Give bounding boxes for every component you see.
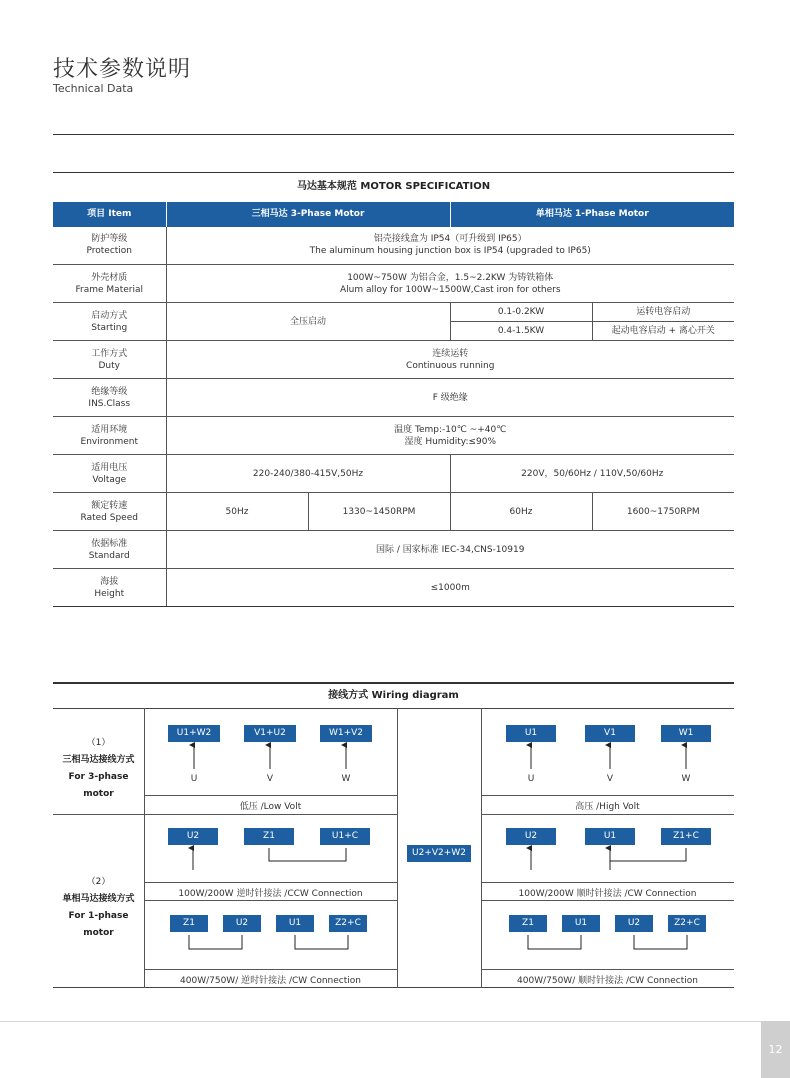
label-en: Standard <box>88 550 130 561</box>
single-phase-number: （2） <box>86 877 111 887</box>
value-cn: 连续运转 <box>432 348 469 359</box>
terminal-box: Z1+C <box>661 828 711 845</box>
three-phase-label-cn: 三相马达接线方式 <box>62 755 135 765</box>
value-cn: 铝壳接线盒为 IP54（可升级到 IP65） <box>373 234 527 245</box>
phase-letter: W <box>341 774 351 784</box>
starting-method-small: 运转电容启动 <box>592 303 734 322</box>
terminal-box: V1+U2 <box>244 725 296 742</box>
center-terminal-box: U2+V2+W2 <box>407 845 471 862</box>
label-en: INS.Class <box>88 398 131 409</box>
terminal-box: W1 <box>661 725 711 742</box>
starting-method-large: 起动电容启动 + 离心开关 <box>592 322 734 341</box>
starting-three-phase: 全压启动 <box>166 303 450 341</box>
terminal-box: U1 <box>276 915 314 932</box>
starting-power-small: 0.1-0.2KW <box>450 303 592 322</box>
temperature: 温度 Temp:-10℃ ~+40℃ <box>394 424 507 435</box>
terminal-box: Z1 <box>170 915 208 932</box>
terminal-box: U1+W2 <box>168 725 220 742</box>
link-line <box>634 935 687 949</box>
label-cn: 适用电压 <box>91 462 128 473</box>
label-cn: 外壳材质 <box>91 272 128 283</box>
label-en: Protection <box>86 246 133 257</box>
voltage-three-phase: 220-240/380-415V,50Hz <box>166 455 450 493</box>
phase-letter: U <box>190 774 198 784</box>
terminal-box: Z1 <box>244 828 294 845</box>
speed-rpm-60hz: 1600~1750RPM <box>592 493 734 531</box>
terminal-box: Z1 <box>509 915 547 932</box>
label-cn: 额定转速 <box>91 500 128 511</box>
page-subtitle: Technical Data <box>53 82 134 95</box>
label-cn: 绝缘等级 <box>91 386 128 397</box>
single-phase-label-en: For 1-phase motor <box>68 911 129 938</box>
terminal-box: V1 <box>585 725 635 742</box>
label-cn: 海拔 <box>100 576 119 587</box>
label-en: Starting <box>91 322 128 333</box>
value: ≤1000m <box>166 569 734 607</box>
label-en: Rated Speed <box>80 512 138 523</box>
phase-letter: V <box>606 774 614 784</box>
starting-power-large: 0.4-1.5KW <box>450 322 592 341</box>
value-cn: 100W~750W 为铝合金，1.5~2.2KW 为铸铁箱体 <box>347 272 554 283</box>
cw-small-caption: 100W/200W 顺时针接法 /CW Connection <box>518 889 697 899</box>
page-number: 12 <box>761 1021 790 1078</box>
link-line <box>528 935 581 949</box>
terminal-box: Z2+C <box>329 915 367 932</box>
high-volt-caption: 高压 /High Volt <box>575 802 640 812</box>
phase-letter: W <box>681 774 691 784</box>
label-en: Voltage <box>92 474 127 485</box>
terminal-box: U1 <box>562 915 600 932</box>
label-cn: 防护等级 <box>91 234 128 245</box>
label-en: Environment <box>80 436 138 447</box>
speed-60hz: 60Hz <box>450 493 592 531</box>
value: F 级绝缘 <box>166 379 734 417</box>
header-three-phase: 三相马达 3-Phase Motor <box>166 202 450 227</box>
terminal-box: U2 <box>615 915 653 932</box>
ccw-small-caption: 100W/200W 逆时针接法 /CCW Connection <box>178 889 363 899</box>
header-item: 项目 Item <box>53 202 166 227</box>
header-single-phase: 单相马达 1-Phase Motor <box>450 202 734 227</box>
terminal-box: U1 <box>506 725 556 742</box>
terminal-box: W1+V2 <box>320 725 372 742</box>
speed-50hz: 50Hz <box>166 493 308 531</box>
phase-letter: V <box>266 774 274 784</box>
link-line <box>189 935 242 949</box>
value-en: Alum alloy for 100W~1500W,Cast iron for others <box>339 284 561 295</box>
label-en: Frame Material <box>75 284 143 295</box>
spec-caption: 马达基本规范 MOTOR SPECIFICATION <box>53 173 734 202</box>
wiring-title: 接线方式 Wiring diagram <box>328 690 459 701</box>
single-phase-label-cn: 单相马达接线方式 <box>62 894 135 904</box>
three-phase-label-en: For 3-phase motor <box>68 772 129 799</box>
low-volt-caption: 低压 /Low Volt <box>239 802 302 812</box>
page-title: 技术参数说明 <box>53 57 192 82</box>
value-en: The aluminum housing junction box is IP54 (upgraded to IP65) <box>309 246 591 257</box>
phase-letter: U <box>527 774 535 784</box>
terminal-box: U2 <box>223 915 261 932</box>
terminal-box: U1+C <box>320 828 370 845</box>
ccw-large-caption: 400W/750W/ 逆时针接法 /CW Connection <box>180 976 361 986</box>
three-phase-number: （1） <box>86 738 111 748</box>
cw-large-caption: 400W/750W/ 顺时针接法 /CW Connection <box>517 976 698 986</box>
link-line <box>269 848 346 861</box>
link-line <box>295 935 348 949</box>
link-line <box>610 848 686 861</box>
label-cn: 依据标准 <box>91 538 128 549</box>
speed-rpm-50hz: 1330~1450RPM <box>308 493 450 531</box>
value: 国际 / 国家标准 IEC-34,CNS-10919 <box>166 531 734 569</box>
terminal-box: U2 <box>168 828 218 845</box>
voltage-single-phase: 220V，50/60Hz / 110V,50/60Hz <box>450 455 734 493</box>
terminal-box: U2 <box>506 828 556 845</box>
footer-divider <box>0 1021 790 1022</box>
humidity: 湿度 Humidity:≤90% <box>404 436 497 447</box>
label-cn: 适用环境 <box>91 424 128 435</box>
terminal-box: Z2+C <box>668 915 706 932</box>
label-en: Height <box>94 588 125 599</box>
label-cn: 工作方式 <box>91 348 128 359</box>
value-en: Continuous running <box>406 360 495 371</box>
label-en: Duty <box>98 360 120 371</box>
terminal-box: U1 <box>585 828 635 845</box>
label-cn: 启动方式 <box>91 310 128 321</box>
